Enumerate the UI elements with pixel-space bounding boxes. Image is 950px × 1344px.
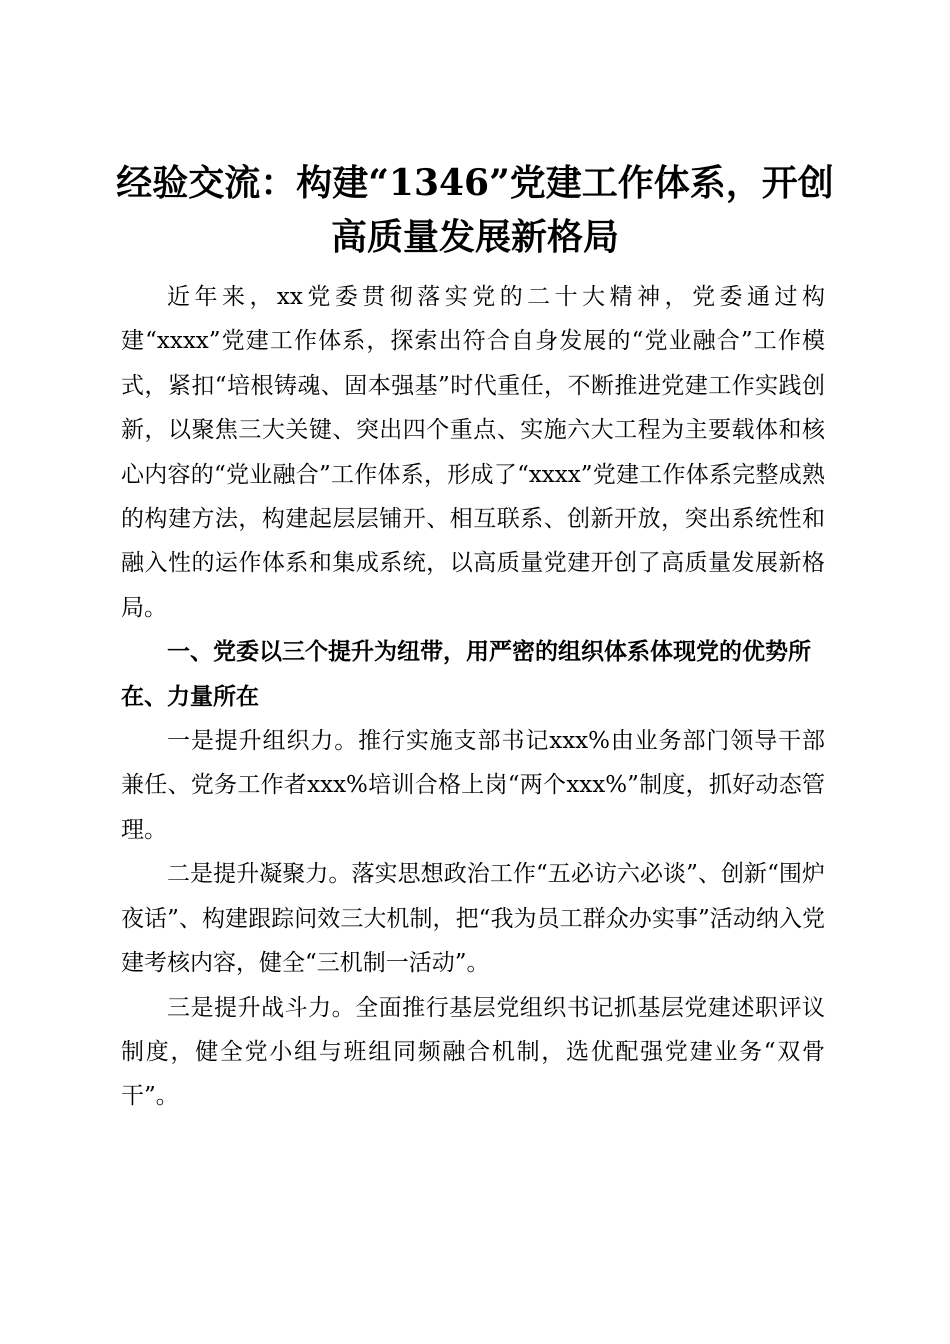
point-2-paragraph: 二是提升凝聚力。落实思想政治工作“五必访六必谈”、创新“围炉夜话”、构建跟踪问效三大机制，把“我为员工群众办实事”活动纳入党建考核内容，健全“三机制一活动”。 <box>121 861 825 977</box>
title-line-2: 高质量发展新格局 <box>330 216 619 259</box>
point-3-paragraph: 三是提升战斗力。全面推行基层党组织书记抓基层党建述职评议制度，健全党小组与班组同频融合机制，选优配强党建业务“双骨干”。 <box>121 994 825 1110</box>
point-1-paragraph: 一是提升组织力。推行实施支部书记xxx%由业务部门领导干部兼任、党务工作者xxx%培训合格上岗“两个xxx%”制度，抓好动态管理。 <box>121 728 825 843</box>
document-title <box>100 156 850 264</box>
section-1-heading: 一、党委以三个提升为纽带，用严密的组织体系体现党的优势所在、力量所在 <box>121 639 811 710</box>
intro-paragraph: 近年来，xx党委贯彻落实党的二十大精神，党委通过构建“xxxx”党建工作体系，探索出符合自身发展的“党业融合”工作模式，紧扣“培根铸魂、固本强基”时代重任，不断推进党建工作实践创新，以聚焦三大关键、突出四个重点、实施六大工程为主要载体和核心内容的“党业融合”工作体系，形成了“xxxx”党建工作体系完整成熟的构建方法，构建起层层铺开、相互联系、创新开放，突出系统性和融入性的运作体系和集成系统，以高质量党建开创了高质量发展新格局。 <box>121 284 825 621</box>
title-line-1: 经验交流：构建“1346”党建工作体系，开创 <box>116 162 834 205</box>
document-body <box>121 275 825 1119</box>
